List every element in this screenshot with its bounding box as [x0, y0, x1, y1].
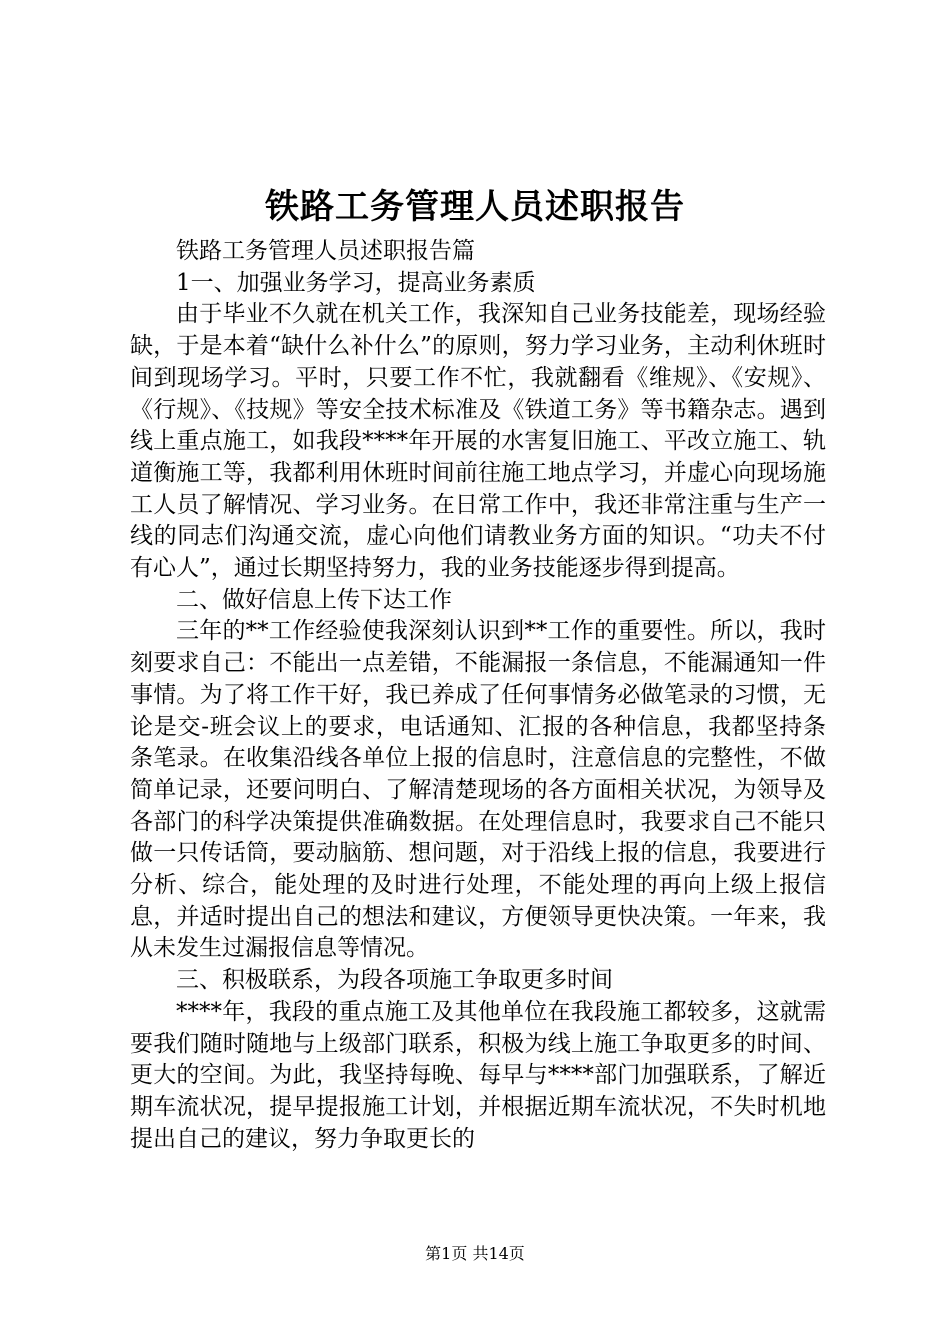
section-1-paragraph: 由于毕业不久就在机关工作，我深知自己业务技能差，现场经验缺，于是本着“缺什么补什么”的原则，努力学习业务，主动利休班时间到现场学习。平时，只要工作不忙，我就翻看《维规》、《安规》、《行规》、《技规》等安全技术标准及《铁道工务》等书籍杂志。遇到线上重点施工，如我段****年开展的水害复旧施工、平改立施工、轨道衡施工等，我都利用休班时间前往施工地点学习，并虚心向现场施工人员了解情况、学习业务。在日常工作中，我还非常注重与生产一线的同志们沟通交流，虚心向他们请教业务方面的知识。“功夫不付有心人”，通过长期坚持努力，我的业务技能逐步得到提高。	[130, 301, 826, 582]
section-2-heading: 二、做好信息上传下达工作	[176, 586, 452, 613]
section-3-paragraph: ****年，我段的重点施工及其他单位在我段施工都较多，这就需要我们随时随地与上级部门联系，积极为线上施工争取更多的时间、更大的空间。为此，我坚持每晚、每早与****部门加强联系，了解近期车流状况，提早提报施工计划，并根据近期车流状况，不失时机地提出自己的建议，努力争取更长的	[130, 998, 826, 1152]
section-1-heading: 1一、加强业务学习，提高业务素质	[176, 269, 536, 296]
document-body	[130, 236, 826, 1155]
page-footer: 第1页 共14页	[425, 1244, 525, 1263]
document-title: 铁路工务管理人员述职报告	[265, 187, 685, 227]
section-2-paragraph: 三年的**工作经验使我深刻认识到**工作的重要性。所以，我时刻要求自己：不能出一点差错，不能漏报一条信息，不能漏通知一件事情。为了将工作干好，我已养成了任何事情务必做笔录的习惯，无论是交-班会议上的要求，电话通知、汇报的各种信息，我都坚持条条笔录。在收集沿线各单位上报的信息时，注意信息的完整性，不做简单记录，还要问明白、了解清楚现场的各方面相关状况，为领导及各部门的科学决策提供准确数据。在处理信息时，我要求自己不能只做一只传话筒，要动脑筋、想问题，对于沿线上报的信息，我要进行分析、综合，能处理的及时进行处理，不能处理的再向上级上报信息，并适时提出自己的想法和建议，方便领导更快决策。一年来，我从未发生过漏报信息等情况。	[130, 618, 826, 962]
section-3-heading: 三、积极联系，为段各项施工争取更多时间	[176, 967, 613, 994]
subtitle-line: 铁路工务管理人员述职报告篇	[176, 238, 475, 264]
